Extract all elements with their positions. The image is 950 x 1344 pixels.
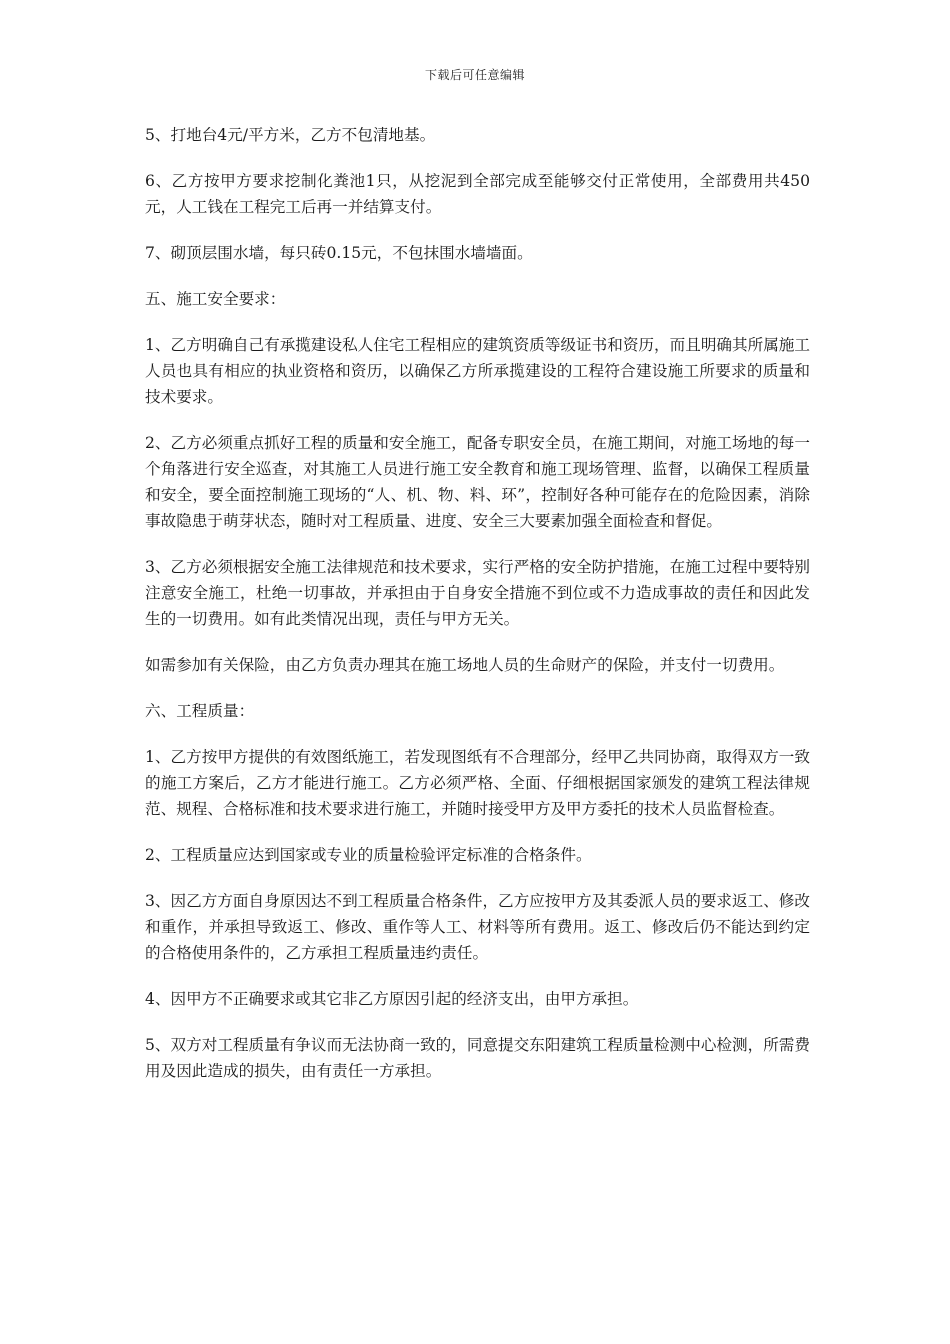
paragraph-item-7-parapet-wall: 7、砌顶层围水墙，每只砖0.15元，不包抹围水墙墙面。: [145, 244, 533, 262]
paragraph-safety-2: 2、乙方必须重点抓好工程的质量和安全施工，配备专职安全员，在施工期间，对施工场地的每一个角落进行安全巡查，对其施工人员进行施工安全教育和施工现场管理、监督，以确保工程质量和安全，要全面控制施工现场的“人、机、物、料、环”，控制好各种可能存在的危险因素，消除事故隐患于萌芽状态，随时对工程质量、进度、安全三大要素加强全面检查和督促。: [145, 434, 810, 530]
paragraph-quality-5: 5、双方对工程质量有争议而无法协商一致的，同意提交东阳建筑工程质量检测中心检测，所需费用及因此造成的损失，由有责任一方承担。: [145, 1036, 810, 1080]
page-header: 下载后可任意编辑: [424, 68, 525, 82]
paragraph-insurance: 如需参加有关保险，由乙方负责办理其在施工场地人员的生命财产的保险，并支付一切费用。: [145, 656, 785, 674]
paragraph-quality-1: 1、乙方按甲方提供的有效图纸施工，若发现图纸有不合理部分，经甲乙共同协商，取得双方一致的施工方案后，乙方才能进行施工。乙方必须严格、全面、仔细根据国家颁发的建筑工程法律规范、规程、合格标准和技术要求进行施工，并随时接受甲方及甲方委托的技术人员监督检查。: [145, 748, 810, 818]
paragraph-item-5-floor: 5、打地台4元/平方米，乙方不包清地基。: [145, 126, 436, 144]
paragraph-item-6-septic-tank: 6、乙方按甲方要求挖制化粪池1只，从挖泥到全部完成至能够交付正常使用，全部费用共450元，人工钱在工程完工后再一并结算支付。: [145, 172, 810, 216]
section-heading-safety: 五、施工安全要求：: [145, 290, 286, 308]
paragraph-safety-3: 3、乙方必须根据安全施工法律规范和技术要求，实行严格的安全防护措施，在施工过程中要特别注意安全施工，杜绝一切事故，并承担由于自身安全措施不到位或不力造成事故的责任和因此发生的一切费用。如有此类情况出现，责任与甲方无关。: [145, 558, 810, 628]
section-heading-quality: 六、工程质量：: [145, 702, 255, 720]
paragraph-quality-3: 3、因乙方方面自身原因达不到工程质量合格条件，乙方应按甲方及其委派人员的要求返工、修改和重作，并承担导致返工、修改、重作等人工、材料等所有费用。返工、修改后仍不能达到约定的合格使用条件的，乙方承担工程质量违约责任。: [145, 892, 810, 962]
paragraph-safety-1: 1、乙方明确自己有承揽建设私人住宅工程相应的建筑资质等级证书和资历，而且明确其所属施工人员也具有相应的执业资格和资历，以确保乙方所承揽建设的工程符合建设施工所要求的质量和技术要求。: [145, 336, 810, 406]
paragraph-quality-4: 4、因甲方不正确要求或其它非乙方原因引起的经济支出，由甲方承担。: [145, 990, 639, 1008]
document-body: [145, 122, 810, 1104]
paragraph-quality-2: 2、工程质量应达到国家或专业的质量检验评定标准的合格条件。: [145, 846, 592, 864]
